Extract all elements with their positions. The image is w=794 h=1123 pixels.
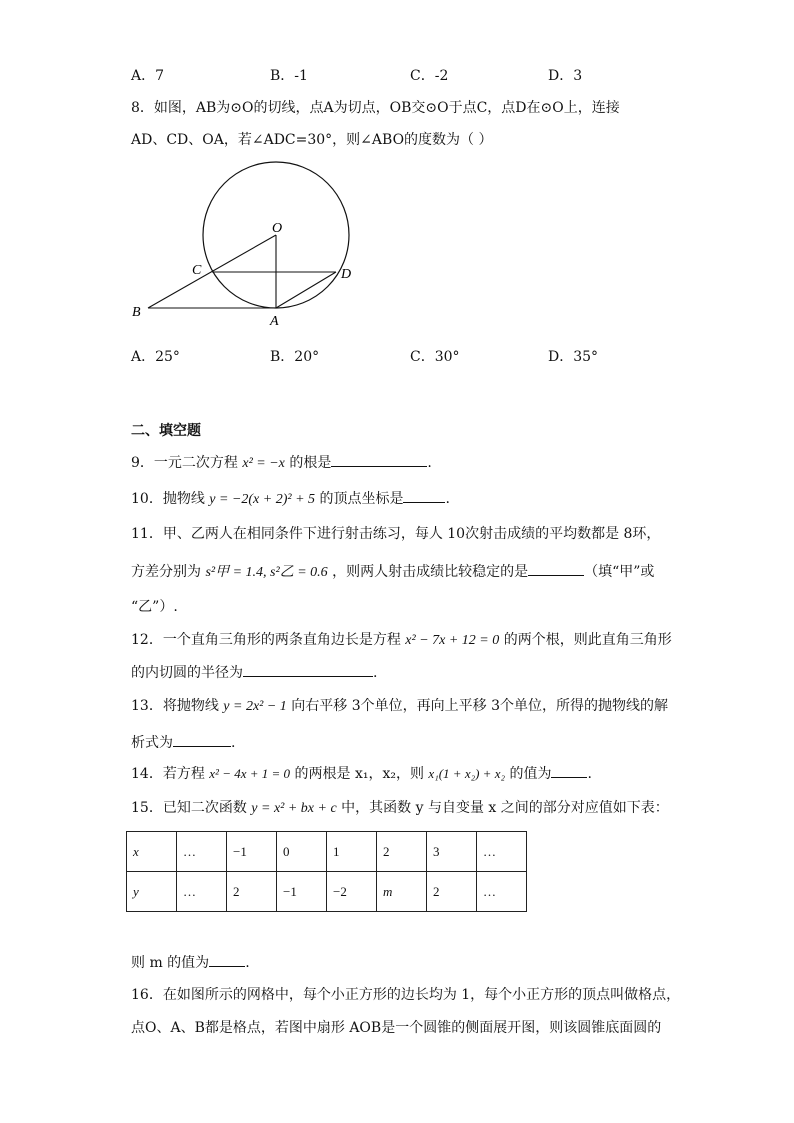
q9-line: [131, 452, 432, 474]
label-a: A: [270, 314, 279, 329]
q11-answer-blank[interactable]: [528, 561, 584, 576]
q11-line2-suffix: ，则两人射击成绩比较稳定的是: [332, 564, 529, 580]
q8-line1: 8．如图，AB为⊙O的切线，点A为切点，OB交⊙O于点C，点D在⊙O上，连接: [131, 100, 620, 116]
q14-mid: 的两根是 x₁，x₂，则: [294, 766, 424, 782]
table-cell: …: [477, 872, 527, 912]
table-row-y: [127, 872, 527, 912]
q13-line1-suffix: 向右平移 3个单位，再向上平移 3个单位，所得的抛物线的解: [291, 698, 668, 714]
q12-line2-prefix: 的内切圆的半径为: [131, 665, 243, 681]
q15-after-prefix: 则 m 的值为: [131, 955, 210, 971]
q13-line2: [131, 732, 235, 753]
q14-line: [131, 763, 592, 784]
q15-prefix: 15．已知二次函数: [131, 800, 247, 816]
q13-line2-end: .: [231, 735, 236, 751]
q9-equation: x² = −x: [242, 456, 285, 471]
q10-answer-blank[interactable]: [403, 488, 445, 503]
q8-line2: AD、CD、OA，若∠ADC=30°，则∠ABO的度数为（ ）: [131, 132, 493, 148]
q16-line2: 点O、A、B都是格点，若图中扇形 AOB是一个圆锥的侧面展开图，则该圆锥底面圆的: [131, 1020, 662, 1036]
q11-line3: “乙”）.: [131, 599, 178, 615]
q7-option-b: B．-1: [270, 68, 308, 84]
table-cell: −1: [277, 872, 327, 912]
q12-line2: [131, 662, 377, 683]
q10-suffix: 的顶点坐标是: [319, 491, 404, 507]
q11-line2: [131, 561, 654, 583]
q10-line: [131, 488, 450, 510]
q14-answer-blank[interactable]: [551, 763, 587, 778]
table-cell: …: [177, 832, 227, 872]
q8-option-c: C．30°: [410, 349, 460, 365]
table-cell: x: [127, 832, 177, 872]
table-cell: 2: [427, 872, 477, 912]
segment-ad: [276, 272, 336, 308]
table-cell: 2: [227, 872, 277, 912]
q12-equation: x² − 7x + 12 = 0: [405, 633, 500, 648]
q13-answer-blank[interactable]: [173, 732, 231, 747]
q15-answer-blank[interactable]: [209, 952, 245, 967]
q15-suffix: 中，其函数 y 与自变量 x 之间的部分对应值如下表：: [341, 800, 669, 816]
q9-suffix: 的根是: [289, 455, 332, 471]
section-title: 二、填空题: [131, 423, 201, 439]
table-cell: …: [477, 832, 527, 872]
q13-line1: [131, 696, 668, 717]
q14-prefix: 14．若方程: [131, 766, 205, 782]
q16-line1: 16．在如图所示的网格中，每个小正方形的边长均为 1，每个小正方形的顶点叫做格点，: [131, 987, 681, 1003]
q9-prefix: 9．一元二次方程: [131, 455, 238, 471]
q15-line: [131, 798, 669, 819]
q15-after-line: [131, 952, 250, 973]
q8-option-d: D．35°: [548, 349, 599, 365]
table-cell: y: [127, 872, 177, 912]
q12-line1-prefix: 12．一个直角三角形的两条直角边长是方程: [131, 632, 401, 648]
q15-function: y = x² + bx + c: [251, 801, 337, 816]
q12-line2-end: .: [373, 665, 378, 681]
q10-prefix: 10．抛物线: [131, 491, 205, 507]
label-d: D: [341, 267, 352, 282]
q7-option-c: C．-2: [410, 68, 449, 84]
q11-line1: 11．甲、乙两人在相同条件下进行射击练习，每人 10次射击成绩的平均数都是 8环，: [131, 526, 661, 542]
table-cell: 2: [377, 832, 427, 872]
q13-line2-prefix: 析式为: [131, 735, 173, 751]
table-cell: m: [377, 872, 427, 912]
table-cell: 0: [277, 832, 327, 872]
q12-line1-suffix: 的两个根，则此直角三角形: [503, 632, 672, 648]
q8-option-a: A．25°: [131, 349, 180, 365]
label-o: O: [272, 221, 283, 236]
table-cell: −2: [327, 872, 377, 912]
q9-end: .: [427, 455, 432, 471]
q12-line1: [131, 630, 672, 651]
q10-end: .: [445, 491, 450, 507]
q11-line2-end: （填“甲”或: [584, 564, 655, 580]
table-cell: 3: [427, 832, 477, 872]
table-cell: −1: [227, 832, 277, 872]
label-b: B: [132, 305, 141, 320]
q11-line2-prefix: 方差分别为: [131, 564, 201, 580]
q15-after-end: .: [245, 955, 250, 971]
q14-suffix: 的值为: [509, 766, 552, 782]
q8-option-b: B．20°: [270, 349, 320, 365]
q11-variance: s²甲 = 1.4, s²乙 = 0.6: [205, 565, 328, 580]
q14-equation: x² − 4x + 1 = 0: [209, 766, 291, 781]
q9-answer-blank[interactable]: [331, 452, 427, 467]
q13-equation: y = 2x² − 1: [223, 699, 287, 714]
label-c: C: [192, 263, 202, 278]
q13-line1-prefix: 13．将抛物线: [131, 698, 219, 714]
q14-expression: x₁(1 + x₂) + x₂: [428, 766, 505, 781]
q15-value-table: [126, 831, 527, 912]
table-cell: 1: [327, 832, 377, 872]
q12-answer-blank[interactable]: [243, 662, 373, 677]
q7-option-d: D．3: [548, 68, 583, 84]
q7-option-a: A．7: [131, 68, 165, 84]
q14-end: .: [587, 766, 592, 782]
table-row-x: [127, 832, 527, 872]
q10-equation: y = −2(x + 2)² + 5: [209, 492, 316, 507]
table-cell: …: [177, 872, 227, 912]
